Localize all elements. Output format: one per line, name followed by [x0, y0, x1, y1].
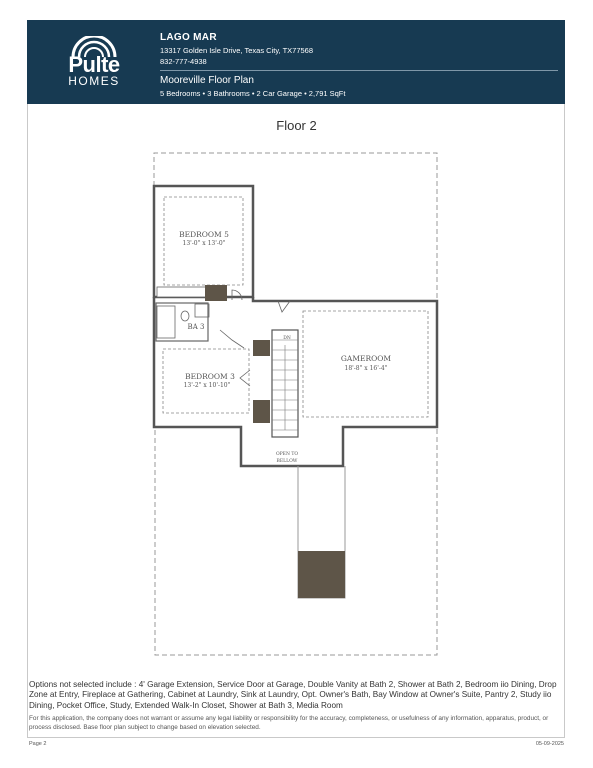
- open-below-line1: OPEN TO: [275, 452, 299, 457]
- bath-3-label: BA 3: [187, 323, 205, 331]
- lower-roof-block: [298, 551, 345, 598]
- options-not-selected: Options not selected include : 4' Garage Extension, Service Door at Garage, Double Vanity at Bath 2, Shower at Bath 2, Bedroom iio Dining, Drop Zone at Entry, Fireplace at Gathering, Cabinet at Laundry, Sink at Laundry, Opt. Owner's Bath, Bay Window at Owner's Suite, Pantry 2, Study iio Dining, Pocket Office, Study, Extended Walk-In Closet, Shower at Bath 3, Media Room: [29, 680, 557, 710]
- wall-chase-hall: [253, 340, 270, 356]
- community-phone: 832-777-4938: [160, 57, 207, 66]
- door-swing-bedroom3: [240, 370, 250, 386]
- stair-direction-label: DN: [283, 336, 291, 341]
- bedroom-3-ceiling: [163, 349, 249, 413]
- wall-chase-lower: [253, 400, 270, 423]
- bedroom-5-size: 13'-0" x 13'-0": [182, 240, 226, 247]
- open-below-line2: BELLOW: [276, 459, 298, 464]
- bedroom-3-label: BEDROOM 3: [185, 372, 235, 381]
- door-swing-hall: [220, 330, 244, 348]
- plan-specs: 5 Bedrooms • 3 Bathrooms • 2 Car Garage • 2,791 SqFt: [160, 89, 346, 98]
- gameroom-label: GAMEROOM: [340, 354, 392, 363]
- floor-title: Floor 2: [276, 118, 317, 133]
- gameroom-ceiling: [303, 311, 428, 417]
- logo-wordmark: Pulte: [68, 52, 120, 77]
- document-date: 05-09-2025: [535, 741, 564, 747]
- wall-chase: [205, 285, 227, 301]
- legal-disclaimer: For this application, the company does not warrant or assume any legal liability or responsibility for the accuracy, completeness, or usefulness of any information, apparatus, product, or process disclosed. Base floor plan subject to change based on elevation selected.: [29, 715, 549, 731]
- logo-subtitle: HOMES: [68, 74, 120, 88]
- gameroom-size: 18'-8" x 16'-4": [344, 365, 388, 372]
- door-swing-gameroom: [278, 301, 290, 312]
- plan-name: Mooreville Floor Plan: [160, 75, 254, 86]
- bedroom-3-size: 13'-2" x 10'-10": [183, 382, 231, 389]
- bath-3-walls: [156, 303, 208, 341]
- community-address: 13317 Golden Isle Drive, Texas City, TX77568: [160, 46, 314, 55]
- page-number: Page 2: [29, 741, 47, 747]
- bedroom-5-label: BEDROOM 5: [179, 230, 229, 239]
- community-name: LAGO MAR: [160, 32, 217, 43]
